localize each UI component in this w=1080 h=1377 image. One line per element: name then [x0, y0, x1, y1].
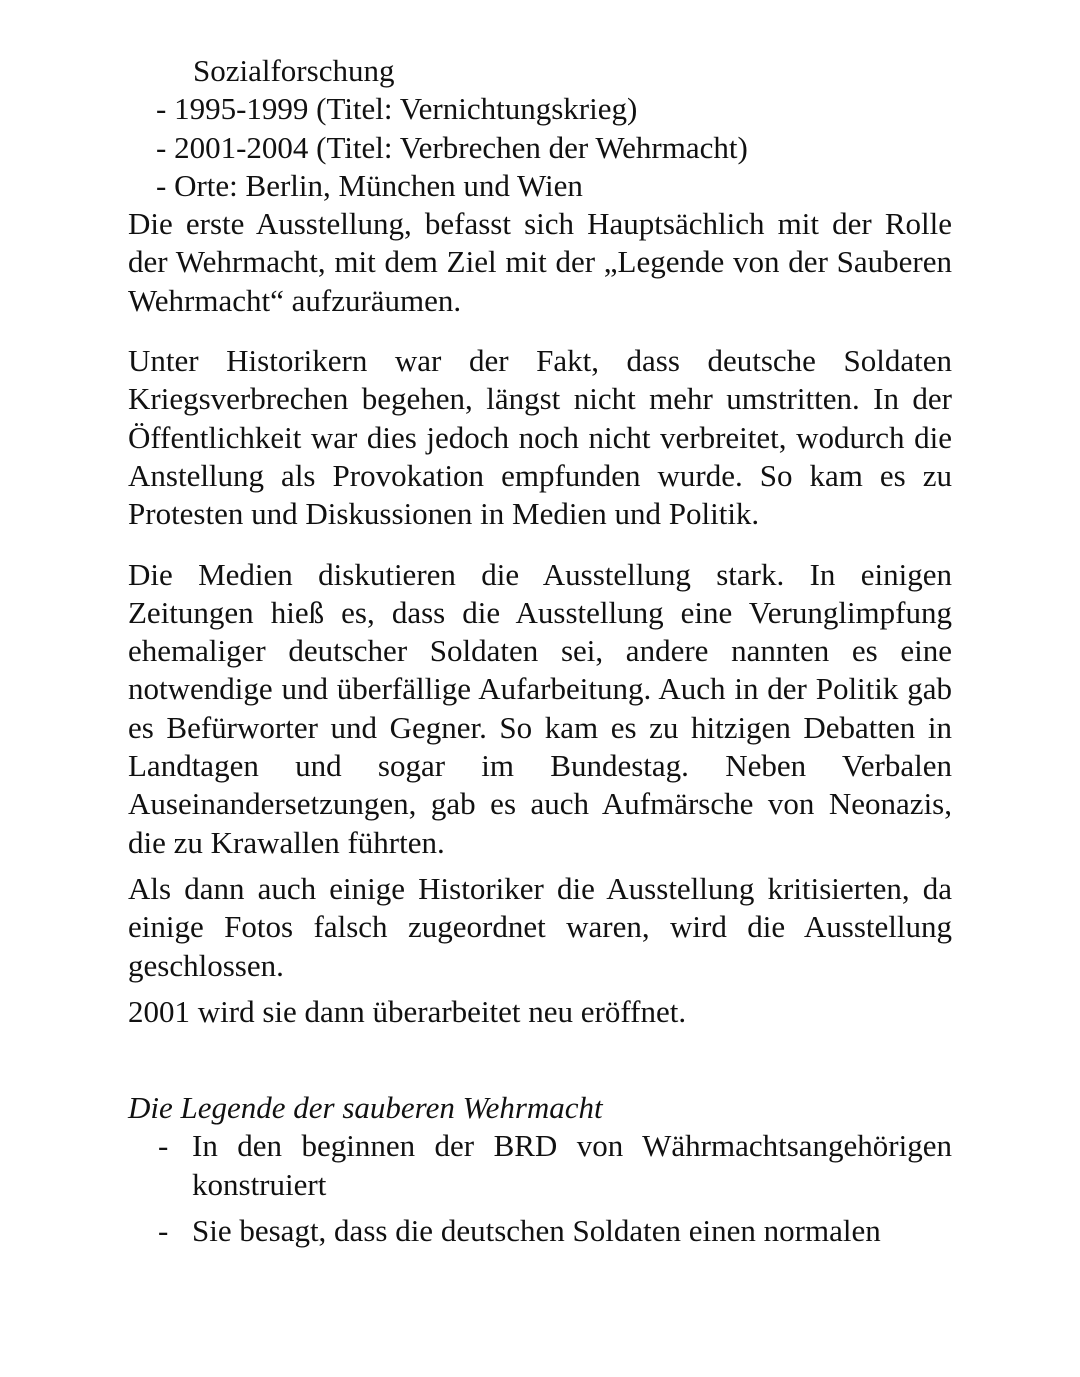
- document-page: [128, 52, 952, 1250]
- timeline-item-1995: - 1995-1999 (Titel: Vernichtungskrieg): [156, 91, 638, 127]
- timeline-item-orte: - Orte: Berlin, München und Wien: [156, 167, 583, 203]
- timeline-continuation: Sozialforschung: [193, 53, 395, 88]
- bullet-text: In den beginnen der BRD von Währmachtsangehörigen konstruiert: [192, 1128, 952, 1202]
- dash-marker: -: [158, 1213, 169, 1249]
- dash-marker: -: [158, 1128, 169, 1164]
- bullet-item-konstruiert: [158, 1127, 952, 1204]
- paragraph-2001: 2001 wird sie dann überarbeitet neu eröffnet.: [128, 993, 687, 1029]
- paragraph-kritik: Als dann auch einige Historiker die Ausstellung kritisierten, da einige Fotos falsch zugeordnet waren, wird die Ausstellung geschlossen.: [128, 870, 952, 983]
- paragraph-erste-ausstellung: Die erste Ausstellung, befasst sich Hauptsächlich mit der Rolle der Wehrmacht, mit dem Ziel mit der „Legende von der Sauberen Wehrmacht“ aufzuräumen.: [128, 206, 952, 318]
- paragraph-historiker: Unter Historikern war der Fakt, dass deutsche Soldaten Kriegsverbrechen begehen, längst nicht mehr umstritten. In der Öffentlichkeit war dies jedoch noch nicht verbreitet, wodurch die Anstellung als Provokation empfunden wurde. So kam es zu Protesten und Diskussionen in Medien und Politik.: [128, 343, 952, 532]
- paragraph-medien: Die Medien diskutieren die Ausstellung stark. In einigen Zeitungen hieß es, dass die Ausstellung eine Verunglimpfung ehemaliger deutscher Soldaten sei, andere nannten es eine notwendige und überfällige Aufarbeitung. Auch in der Politik gab es Befürworter und Gegner. So kam es zu hitzigen Debatten in Landtagen und sogar im Bundestag. Neben Verbalen Auseinandersetzungen, gab es auch Aufmärsche von Neonazis, die zu Krawallen führten.: [128, 556, 952, 860]
- timeline-item-2001: - 2001-2004 (Titel: Verbrechen der Wehrmacht): [156, 129, 748, 165]
- bullet-text: Sie besagt, dass die deutschen Soldaten einen normalen: [192, 1213, 881, 1249]
- bullet-item-besagt: [158, 1212, 952, 1250]
- section-heading: Die Legende der sauberen Wehrmacht: [128, 1090, 603, 1126]
